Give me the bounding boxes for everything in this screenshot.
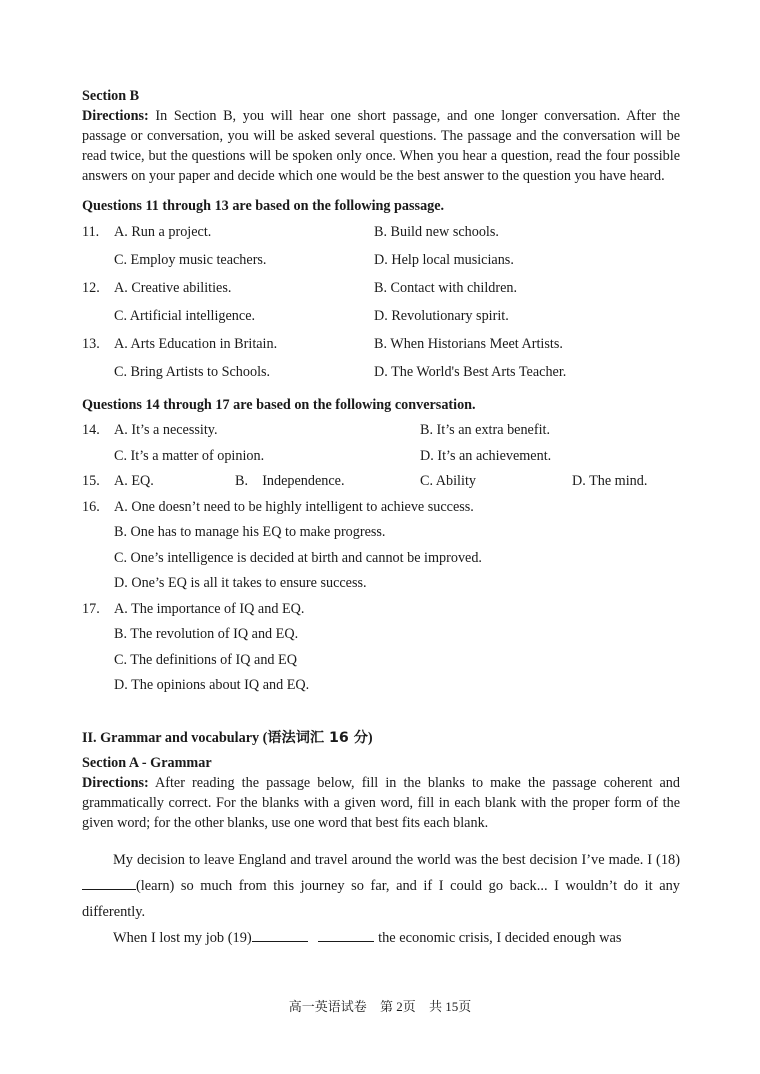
question-15-row <box>82 471 680 497</box>
question-17-row-a <box>82 599 680 625</box>
group1-questions <box>82 222 680 390</box>
option-b: B. One has to manage his EQ to make progress. <box>114 524 386 540</box>
question-13-row1 <box>82 334 680 362</box>
passage-paragraph-1 <box>82 847 680 925</box>
option-a: A. Creative abilities. <box>114 280 232 296</box>
group2-questions <box>82 420 680 701</box>
option-a: A. The importance of IQ and EQ. <box>114 600 305 617</box>
option-d: D. The opinions about IQ and EQ. <box>114 677 310 693</box>
passage-text: My decision to leave England and travel around the world was the best decision I’ve made. I (18) <box>113 851 680 868</box>
option-a: A. It’s a necessity. <box>114 422 218 438</box>
option-d: D. One’s EQ is all it takes to ensure success. <box>114 575 367 591</box>
part2-title-end: ) <box>367 729 373 746</box>
question-13-row2 <box>82 362 680 390</box>
question-11-row2 <box>82 250 680 278</box>
page-footer <box>0 996 760 1015</box>
question-12-row2 <box>82 306 680 334</box>
directions-text: After reading the passage below, fill in the blanks to make the passage coherent and grammatically correct. For the blanks with a given word, fill in each blank with the proper form of the given word; for the other blanks, use one word that best fits each blank. <box>82 774 680 831</box>
blank-18[interactable] <box>82 875 136 890</box>
part2-title <box>82 728 680 748</box>
passage-text: the economic crisis, I decided enough was <box>374 929 622 946</box>
option-c: C. Artificial intelligence. <box>114 308 256 324</box>
option-b: B. When Historians Meet Artists. <box>374 336 563 352</box>
section-a-title: Section A - Grammar <box>82 754 212 771</box>
question-12-row1 <box>82 278 680 306</box>
option-c: C. One’s intelligence is decided at birth and cannot be improved. <box>114 549 482 566</box>
question-16-row-b <box>82 522 680 548</box>
question-number: 12. <box>82 280 100 296</box>
section-a-directions <box>82 773 680 833</box>
option-a: A. EQ. <box>114 473 154 489</box>
option-d: D. The mind. <box>572 473 648 489</box>
option-d: D. It’s an achievement. <box>420 447 552 464</box>
question-17-row-d <box>82 675 680 701</box>
option-b: B. The revolution of IQ and EQ. <box>114 626 299 642</box>
group2-heading: Questions 14 through 17 are based on the following conversation. <box>82 397 476 413</box>
passage-text: (learn) so much from this journey so far, and if I could go back... I wouldn’t do it any differently. <box>82 877 680 920</box>
question-16-row-c <box>82 548 680 574</box>
question-11-row1 <box>82 222 680 250</box>
part2-title-cn: 语法词汇 16 分 <box>267 729 368 746</box>
option-b: B. Build new schools. <box>374 224 499 240</box>
option-a: A. Arts Education in Britain. <box>114 336 278 352</box>
option-b: B. Independence. <box>235 473 345 489</box>
directions-text: In Section B, you will hear one short passage, and one longer conversation. After the passage or conversation, you will be asked several questions. The passage and the conversation will be read twice, but the questions will be spoken only once. When you hear a question, read the four possible answers on your paper and decide which one would be the best answer to the question you have heard. <box>82 108 680 184</box>
question-number: 13. <box>82 336 100 352</box>
option-c: C. Employ music teachers. <box>114 252 267 268</box>
option-c: C. It’s a matter of opinion. <box>114 447 265 464</box>
question-14-row1 <box>82 420 680 446</box>
group1-heading: Questions 11 through 13 are based on the following passage. <box>82 198 445 214</box>
question-14-row2 <box>82 446 680 472</box>
passage-text: When I lost my job (19) <box>113 929 252 946</box>
question-16-row-d <box>82 573 680 599</box>
directions-label: Directions: <box>82 774 149 791</box>
option-d: D. Help local musicians. <box>374 252 514 268</box>
question-17-row-c <box>82 650 680 676</box>
footer-total: 共 15页 <box>429 999 472 1014</box>
option-d: D. Revolutionary spirit. <box>374 308 509 324</box>
option-a: A. One doesn’t need to be highly intelligent to achieve success. <box>114 498 474 515</box>
question-number: 15. <box>82 473 100 489</box>
footer-page: 第 2页 <box>379 999 416 1014</box>
question-number: 11. <box>82 224 100 240</box>
question-number: 16. <box>82 498 100 515</box>
option-c: C. Ability <box>420 473 476 489</box>
option-d: D. The World's Best Arts Teacher. <box>374 364 567 380</box>
option-b: B. It’s an extra benefit. <box>420 422 551 438</box>
section-b-title: Section B <box>82 88 140 104</box>
blank-19a[interactable] <box>252 927 308 942</box>
footer-title: 高一英语试卷 <box>288 999 367 1014</box>
directions-label: Directions: <box>82 108 149 124</box>
question-16-row-a <box>82 497 680 523</box>
option-c: C. The definitions of IQ and EQ <box>114 651 297 668</box>
passage-paragraph-2 <box>82 925 680 951</box>
question-17-row-b <box>82 624 680 650</box>
section-b-directions <box>82 106 680 186</box>
question-number: 17. <box>82 600 100 617</box>
option-a: A. Run a project. <box>114 224 212 240</box>
question-number: 14. <box>82 422 100 438</box>
option-c: C. Bring Artists to Schools. <box>114 364 271 380</box>
option-b: B. Contact with children. <box>374 280 518 296</box>
exam-page <box>82 86 680 951</box>
blank-19b[interactable] <box>318 927 374 942</box>
part2-title-en: II. Grammar and vocabulary ( <box>82 729 268 746</box>
